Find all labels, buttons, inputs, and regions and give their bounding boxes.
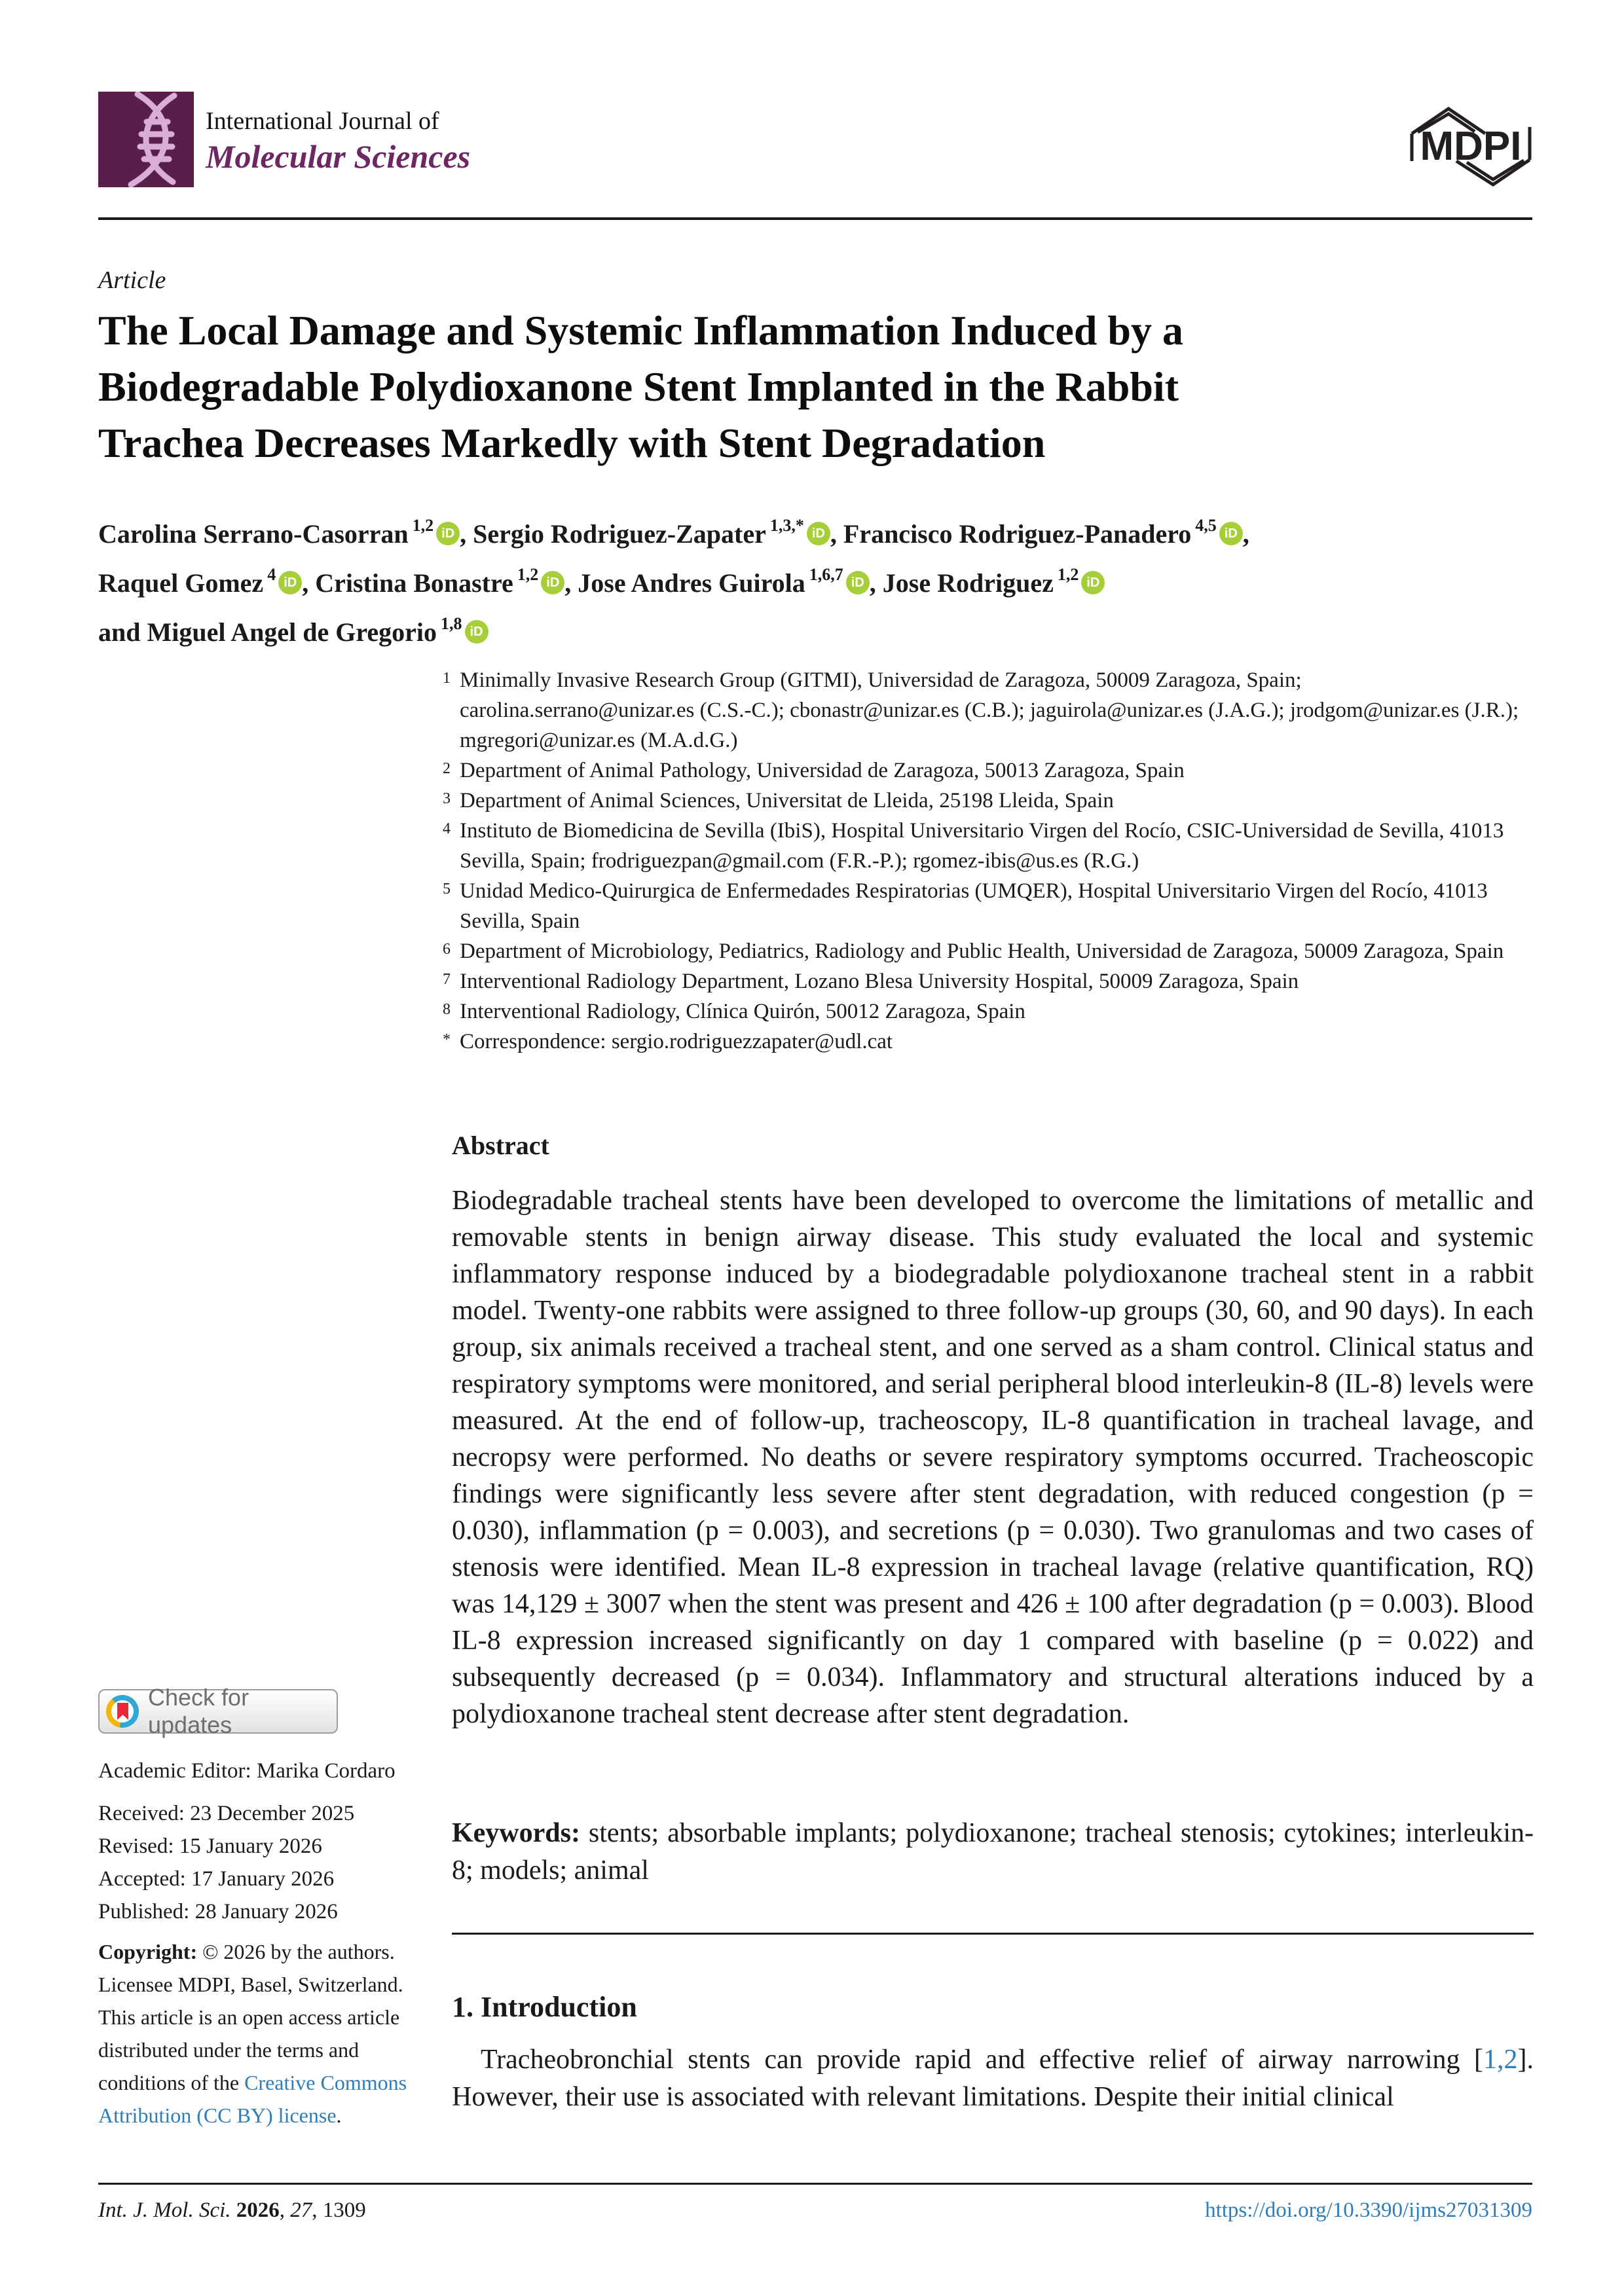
author-separator: , <box>1242 519 1249 549</box>
paper-title <box>98 302 1539 471</box>
citation-link[interactable]: 1,2 <box>1483 2045 1518 2075</box>
affiliation-row <box>427 665 1540 756</box>
introduction-paragraph <box>452 2041 1534 2116</box>
orcid-icon[interactable]: iD <box>846 571 870 594</box>
author-affiliation-sup: 1,2 <box>1057 565 1079 584</box>
keywords-text: stents; absorbable implants; polydioxanone; tracheal stenosis; cytokines; interleukin-8; models; animal <box>452 1818 1534 1886</box>
affiliation-text: Interventional Radiology, Clínica Quirón, 50012 Zaragoza, Spain <box>460 1000 1025 1023</box>
affiliation-list <box>427 665 1540 1057</box>
mdpi-wordmark: MDPI <box>1420 124 1522 169</box>
author-name: Jose Rodriguez <box>882 568 1054 598</box>
header-rule <box>98 217 1532 220</box>
affiliation-number: 7 <box>443 971 451 988</box>
intro-text: Tracheobronchial stents can provide rapid and effective relief of airway narrowing [ <box>481 2045 1483 2075</box>
journal-name-line2: Molecular Sciences <box>206 138 471 175</box>
orcid-icon[interactable]: iD <box>278 571 302 594</box>
orcid-icon[interactable]: iD <box>1219 522 1243 545</box>
affiliation-text: Interventional Radiology Department, Lozano Blesa University Hospital, 50009 Zaragoza, Spain <box>460 970 1299 993</box>
orcid-icon[interactable]: iD <box>541 571 564 594</box>
affiliation-number: 8 <box>443 1001 451 1018</box>
doi-link[interactable]: https://doi.org/10.3390/ijms27031309 <box>1205 2198 1532 2222</box>
author <box>882 565 1105 598</box>
orcid-icon[interactable]: iD <box>436 522 460 545</box>
affiliation-number: 1 <box>443 670 451 687</box>
author-separator: , <box>460 519 473 549</box>
author-name: Jose Andres Guirola <box>578 568 805 598</box>
affiliation-number: 4 <box>443 820 451 837</box>
introduction-heading: 1. Introduction <box>452 1991 637 2023</box>
correspondence-text: Correspondence: sergio.rodriguezzapater@udl.cat <box>460 1030 893 1053</box>
received-date: Received: 23 December 2025 <box>98 1802 355 1825</box>
author-name: Carolina Serrano-Casorran <box>98 519 409 549</box>
dna-helix-icon <box>98 92 194 187</box>
author-separator: , <box>869 568 883 598</box>
affiliation-text: Unidad Medico-Quirurgica de Enfermedades Respiratorias (UMQER), Hospital Universitario Virgen del Rocío, 41013 Sevilla, Spain <box>460 879 1488 933</box>
article-type-label: Article <box>98 266 166 294</box>
journal-logo <box>98 92 194 187</box>
affiliation-row <box>427 756 1540 786</box>
check-for-updates-button[interactable] <box>98 1684 338 1738</box>
keywords-block <box>452 1815 1534 1889</box>
author <box>98 565 302 598</box>
citation-info <box>98 2198 366 2223</box>
crossmark-icon <box>106 1695 139 1728</box>
mdpi-logo <box>1407 100 1535 194</box>
orcid-icon[interactable]: iD <box>807 522 830 545</box>
author <box>98 614 489 647</box>
author <box>98 516 460 549</box>
author <box>843 516 1243 549</box>
abstract-heading: Abstract <box>452 1131 549 1160</box>
affiliation-number: 3 <box>443 790 451 807</box>
copyright-suffix: . <box>336 2104 342 2127</box>
check-for-updates-label: Check for updates <box>148 1684 249 1738</box>
author-separator: , <box>302 568 316 598</box>
intro-text: ]. However, their use is associated with relevant limitations. Despite their initial clinical <box>452 2045 1534 2112</box>
footer-rule <box>98 2183 1532 2185</box>
author-affiliation-sup: 1,8 <box>441 614 462 633</box>
footer-article-number: , 1309 <box>312 2198 366 2222</box>
author-affiliation-sup: 1,2 <box>517 565 539 584</box>
affiliation-row <box>427 816 1540 876</box>
copyright-block <box>98 1935 411 2132</box>
affiliation-row <box>427 786 1540 816</box>
author-list <box>98 505 1447 653</box>
abstract-text: Biodegradable tracheal stents have been developed to overcome the limitations of metallic and removable stents in benign airway disease. This study evaluated the local and systemic inflammatory response induced by a biodegradable polydioxanone tracheal stent in a rabbit model. Twenty-one rabbits were assigned to three follow-up groups (30, 60, and 90 days). In each group, six animals received a tracheal stent, and one served as a sham control. Clinical status and respiratory symptoms were monitored, and serial peripheral blood interleukin-8 (IL-8) levels were measured. At the end of follow-up, tracheoscopy, IL-8 quantification in tracheal lavage, and necropsy were performed. No deaths or severe respiratory symptoms occurred. Tracheoscopic findings were significantly less severe after stent degradation, with reduced congestion (p = 0.030), inflammation (p = 0.003), and secretions (p = 0.030). Two granulomas and two cases of stenosis were identified. Mean IL-8 expression in tracheal lavage (relative quantification, RQ) was 14,129 ± 3007 when the stent was present and 426 ± 100 after degradation (p = 0.003). Blood IL-8 expression increased significantly on day 1 compared with baseline (p = 0.022) and subsequently decreased (p = 0.034). Inflammatory and structural alterations induced by a polydioxanone tracheal stent decrease after stent degradation. <box>452 1186 1534 1729</box>
journal-name-line1: International Journal of <box>206 107 439 135</box>
affiliation-text: Department of Microbiology, Pediatrics, Radiology and Public Health, Universidad de Zaragoza, 50009 Zaragoza, Spain <box>460 939 1504 963</box>
affiliation-text: Department of Animal Sciences, Universitat de Lleida, 25198 Lleida, Spain <box>460 789 1114 812</box>
journal-name <box>206 109 470 173</box>
affiliation-number: 5 <box>443 881 451 898</box>
author-affiliation-sup: 4 <box>267 565 276 584</box>
bookmark-icon <box>117 1703 128 1720</box>
author-separator: , <box>564 568 578 598</box>
academic-editor-line: Academic Editor: Marika Cordaro <box>98 1759 396 1783</box>
affiliation-row <box>427 936 1540 966</box>
orcid-icon[interactable]: iD <box>465 620 489 644</box>
title-line: The Local Damage and Systemic Inflammation Induced by a <box>98 307 1183 354</box>
title-line: Biodegradable Polydioxanone Stent Implanted in the Rabbit <box>98 363 1179 410</box>
keywords-label: Keywords: <box>452 1818 580 1848</box>
title-line: Trachea Decreases Markedly with Stent Degradation <box>98 420 1046 466</box>
author-name: Cristina Bonastre <box>315 568 513 598</box>
affiliation-number: 6 <box>443 941 451 958</box>
orcid-icon[interactable]: iD <box>1081 571 1105 594</box>
affiliation-text: Instituto de Biomedicina de Sevilla (IbiS), Hospital Universitario Virgen del Rocío, CSIC-Universidad de Sevilla, 41013 Sevilla, Spain; frodriguezpan@gmail.com (F.R.-P.); rgomez-ibis@us.es (R.G.) <box>460 819 1504 873</box>
author-affiliation-sup: 1,6,7 <box>809 565 843 584</box>
affiliation-row <box>427 996 1540 1027</box>
revised-date: Revised: 15 January 2026 <box>98 1834 322 1858</box>
affiliation-text: Minimally Invasive Research Group (GITMI), Universidad de Zaragoza, 50009 Zaragoza, Spain; carolina.serrano@unizar.es (C.S.-C.); cbonastr@unizar.es (C.B.); jaguirola@unizar.es (J.A.G.); jrodgom@unizar.es (J.R.); mgregori@unizar.es (M.A.d.G.) <box>460 668 1519 752</box>
cc-by-license-link[interactable]: Creative Commons Attribution (CC BY) license <box>98 2071 407 2127</box>
section-separator-rule <box>452 1933 1534 1935</box>
affiliation-row <box>427 966 1540 996</box>
author <box>473 516 830 549</box>
copyright-text: © 2026 by the authors. Licensee MDPI, Basel, Switzerland. This article is an open access article distributed under the terms and conditions of the <box>98 1940 403 2094</box>
author-affiliation-sup: 4,5 <box>1195 516 1217 535</box>
affiliation-text: Department of Animal Pathology, Universidad de Zaragoza, 50013 Zaragoza, Spain <box>460 759 1185 782</box>
author-affiliation-sup: 1,2 <box>412 516 434 535</box>
footer-year: 2026 <box>231 2198 280 2222</box>
correspondence-asterisk: * <box>443 1031 451 1048</box>
published-date: Published: 28 January 2026 <box>98 1900 338 1923</box>
accepted-date: Accepted: 17 January 2026 <box>98 1867 335 1891</box>
affiliation-number: 2 <box>443 760 451 777</box>
author-name: and Miguel Angel de Gregorio <box>98 617 437 647</box>
affiliation-row <box>427 876 1540 936</box>
author-name: Francisco Rodriguez-Panadero <box>843 519 1192 549</box>
article-dates <box>98 1797 413 1928</box>
author-name: Sergio Rodriguez-Zapater <box>473 519 766 549</box>
copyright-label: Copyright: <box>98 1940 198 1963</box>
correspondence-row <box>427 1027 1540 1057</box>
author <box>578 565 869 598</box>
author <box>315 565 564 598</box>
footer-volume: , 27 <box>279 2198 312 2222</box>
author-separator: , <box>830 519 843 549</box>
author-affiliation-sup: 1,3,* <box>769 516 804 535</box>
author-name: Raquel Gomez <box>98 568 264 598</box>
journal-abbrev: Int. J. Mol. Sci. <box>98 2198 231 2222</box>
